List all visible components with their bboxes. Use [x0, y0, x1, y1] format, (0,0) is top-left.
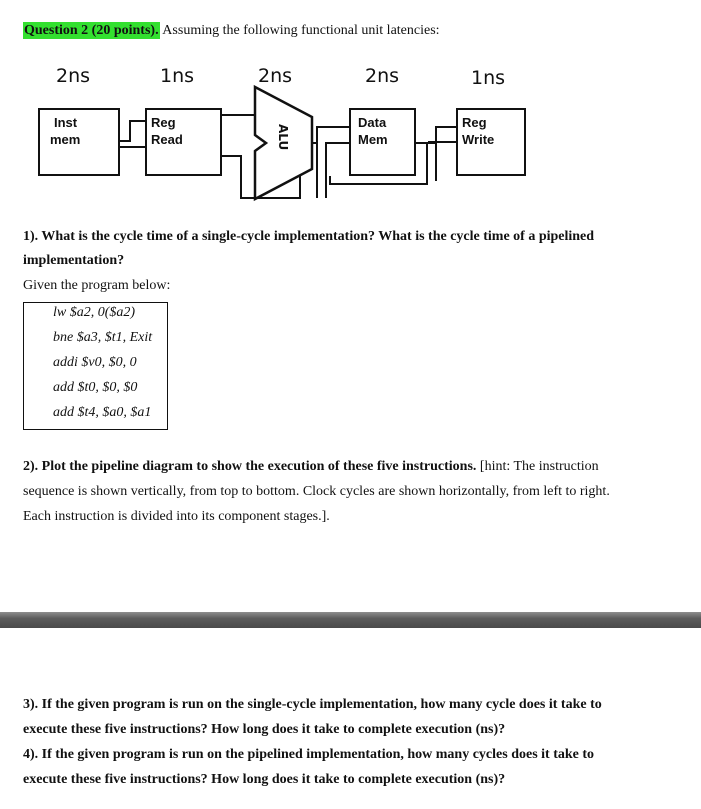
- part1-given: Given the program below:: [23, 278, 171, 293]
- part1-line-1: 1). What is the cycle time of a single-cycle implementation? What is the cycle time of a pipelined: [23, 229, 595, 244]
- latency-data-mem: 2ns: [365, 65, 400, 87]
- question-intro: Assuming the following functional unit latencies:: [159, 23, 440, 38]
- part2-line-1: [23, 455, 599, 479]
- alu-label: ALU: [276, 124, 290, 151]
- wire: [329, 183, 428, 185]
- program-line: add $t0, $0, $0: [53, 380, 138, 395]
- page-divider: [0, 612, 701, 628]
- part4-line-2: execute these five instructions? How long does it take to complete execution (ns)?: [23, 772, 506, 787]
- data-mem-label-2: Mem: [358, 132, 388, 147]
- wire: [329, 176, 331, 185]
- part2-line-3: Each instruction is divided into its component stages.].: [23, 509, 330, 524]
- question-header: [23, 23, 440, 39]
- wire: [129, 120, 131, 142]
- reg-read-label-1: Reg: [151, 115, 176, 130]
- wire: [316, 126, 350, 128]
- latency-inst-mem: 2ns: [56, 65, 91, 87]
- reg-write-box: [456, 108, 526, 176]
- program-line: bne $a3, $t1, Exit: [53, 330, 153, 345]
- reg-write-label-2: Write: [462, 132, 495, 147]
- wire: [120, 146, 146, 148]
- inst-mem-label-2: mem: [50, 132, 81, 147]
- reg-write-label-1: Reg: [462, 115, 487, 130]
- part4-line-1: 4). If the given program is run on the pipelined implementation, how many cycles does it take to: [23, 747, 595, 762]
- wire: [435, 126, 437, 181]
- wire: [129, 120, 146, 122]
- wire: [428, 141, 457, 143]
- reg-read-box: [145, 108, 222, 176]
- part3-line-2: execute these five instructions? How long does it take to complete execution (ns)?: [23, 722, 506, 737]
- latency-reg-read: 1ns: [160, 65, 195, 87]
- wire: [316, 142, 318, 198]
- reg-read-label-2: Read: [151, 132, 183, 147]
- part2-question: 2). Plot the pipeline diagram to show the execution of these five instructions.: [23, 459, 477, 474]
- part2-hint-start: [hint: The instruction: [476, 459, 599, 474]
- part2-line-2: sequence is shown vertically, from top to bottom. Clock cycles are shown horizontally, from left to right.: [23, 484, 610, 499]
- part1-line-2: implementation?: [23, 253, 125, 268]
- question-label: Question 2 (20 points).: [24, 23, 159, 38]
- wire: [325, 142, 327, 198]
- data-mem-box: [349, 108, 416, 176]
- wire: [316, 126, 318, 144]
- program-line: lw $a2, 0($a2): [53, 305, 136, 320]
- data-mem-label-1: Data: [358, 115, 387, 130]
- wire: [435, 126, 457, 128]
- program-line: addi $v0, $0, 0: [53, 355, 137, 370]
- latency-reg-write: 1ns: [471, 67, 506, 89]
- wire: [426, 142, 428, 185]
- program-box: [23, 302, 168, 430]
- wire: [240, 155, 242, 198]
- wire: [325, 142, 350, 144]
- part3-line-1: 3). If the given program is run on the single-cycle implementation, how many cycle does it take to: [23, 697, 602, 712]
- inst-mem-label-1: Inst: [54, 115, 78, 130]
- wire: [222, 155, 242, 157]
- latency-alu: 2ns: [258, 65, 293, 87]
- inst-mem-box: [38, 108, 120, 176]
- program-line: add $t4, $a0, $a1: [53, 405, 152, 420]
